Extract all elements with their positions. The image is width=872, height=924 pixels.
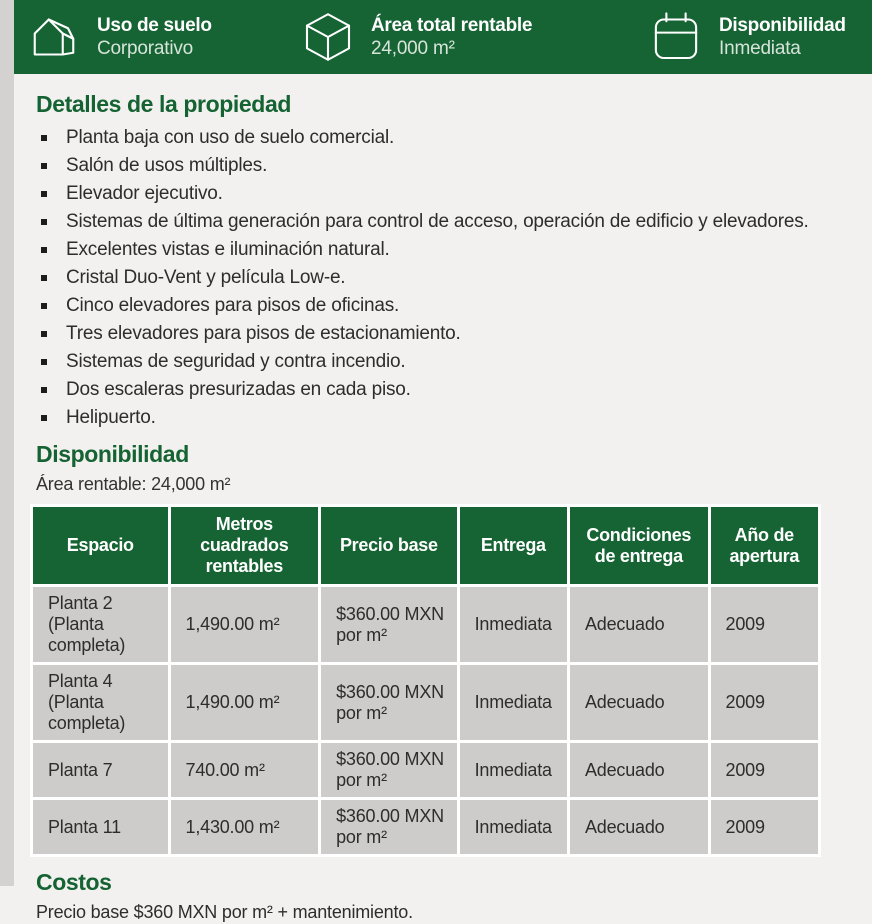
banner-item-disponibilidad xyxy=(648,9,872,65)
table-header-cell: Condiciones de entrega xyxy=(569,506,710,586)
table-header-cell: Metros cuadrados rentables xyxy=(169,506,320,586)
banner-text xyxy=(719,14,846,60)
table-cell: Inmediata xyxy=(458,586,568,664)
banner-item-uso-de-suelo xyxy=(26,9,300,65)
detail-bullet-item: Cinco elevadores para pisos de oficinas. xyxy=(36,292,852,320)
cube-icon xyxy=(300,9,356,65)
section-title-details: Detalles de la propiedad xyxy=(36,91,291,117)
table-header-row xyxy=(32,506,820,586)
table-cell: Adecuado xyxy=(569,664,710,742)
banner-value: 24,000 m² xyxy=(371,38,455,59)
table-cell: 740.00 m² xyxy=(169,742,320,799)
availability-section xyxy=(14,441,872,857)
table-cell: $360.00 MXN por m² xyxy=(320,664,459,742)
summary-banner xyxy=(14,0,872,74)
banner-title: Uso de suelo xyxy=(97,15,212,36)
banner-text xyxy=(97,14,212,60)
table-cell: Planta 4 (Planta completa) xyxy=(32,664,170,742)
costs-section xyxy=(14,869,872,924)
detail-bullet-item: Sistemas de seguridad y contra incendio. xyxy=(36,348,852,376)
table-cell: 2009 xyxy=(709,799,819,856)
table-header-cell: Espacio xyxy=(32,506,170,586)
property-details-section xyxy=(14,91,872,432)
table-header-cell: Año de apertura xyxy=(709,506,819,586)
costs-text: Precio base $360 MXN por m² + mantenimiento. xyxy=(36,902,413,922)
property-sheet xyxy=(14,0,872,924)
availability-table xyxy=(30,504,821,857)
banner-title: Disponibilidad xyxy=(719,15,846,36)
table-cell: 2009 xyxy=(709,664,819,742)
table-cell: 2009 xyxy=(709,742,819,799)
page-left-gutter xyxy=(0,0,14,886)
rentable-area-line: Área rentable: 24,000 m² xyxy=(36,474,231,494)
table-row xyxy=(32,586,820,664)
banner-title: Área total rentable xyxy=(371,15,533,36)
table-header-cell: Entrega xyxy=(458,506,568,586)
table-cell: Planta 11 xyxy=(32,799,170,856)
detail-bullet-item: Salón de usos múltiples. xyxy=(36,152,852,180)
table-cell: Planta 7 xyxy=(32,742,170,799)
table-cell: Inmediata xyxy=(458,664,568,742)
table-cell: 1,490.00 m² xyxy=(169,586,320,664)
detail-bullet-item: Cristal Duo-Vent y película Low-e. xyxy=(36,264,852,292)
banner-value: Inmediata xyxy=(719,38,801,59)
table-cell: Adecuado xyxy=(569,742,710,799)
detail-bullet-item: Tres elevadores para pisos de estacionamiento. xyxy=(36,320,852,348)
table-cell: 2009 xyxy=(709,586,819,664)
detail-bullet-item: Elevador ejecutivo. xyxy=(36,180,852,208)
table-cell: Adecuado xyxy=(569,799,710,856)
table-row xyxy=(32,664,820,742)
details-bullet-list xyxy=(36,124,852,432)
table-cell: 1,430.00 m² xyxy=(169,799,320,856)
table-cell: 1,490.00 m² xyxy=(169,664,320,742)
detail-bullet-item: Dos escaleras presurizadas en cada piso. xyxy=(36,376,852,404)
banner-text xyxy=(371,14,532,60)
table-header-cell: Precio base xyxy=(320,506,459,586)
house-icon xyxy=(26,9,82,65)
table-cell: $360.00 MXN por m² xyxy=(320,799,459,856)
detail-bullet-item: Planta baja con uso de suelo comercial. xyxy=(36,124,852,152)
table-cell: Inmediata xyxy=(458,799,568,856)
table-cell: $360.00 MXN por m² xyxy=(320,742,459,799)
detail-bullet-item: Excelentes vistas e iluminación natural. xyxy=(36,236,852,264)
section-title-availability: Disponibilidad xyxy=(36,441,189,467)
detail-bullet-item: Helipuerto. xyxy=(36,404,852,432)
table-cell: $360.00 MXN por m² xyxy=(320,586,459,664)
table-cell: Planta 2 (Planta completa) xyxy=(32,586,170,664)
calendar-icon xyxy=(648,9,704,65)
section-title-costs: Costos xyxy=(36,869,112,895)
table-row xyxy=(32,742,820,799)
table-cell: Adecuado xyxy=(569,586,710,664)
table-row xyxy=(32,799,820,856)
table-cell: Inmediata xyxy=(458,742,568,799)
detail-bullet-item: Sistemas de última generación para control de acceso, operación de edificio y elevadores. xyxy=(36,208,852,236)
banner-item-area-total xyxy=(300,9,648,65)
banner-value: Corporativo xyxy=(97,38,194,59)
